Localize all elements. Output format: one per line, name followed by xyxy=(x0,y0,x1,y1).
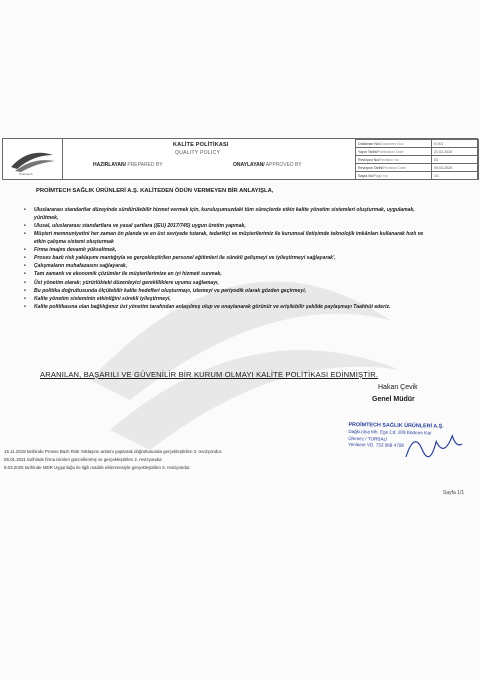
policy-intro: PROİMTECH SAĞLIK ÜRÜNLERİ A.Ş. KALİTEDEN ÖDÜN VERMEYEN BİR ANLAYIŞLA, xyxy=(36,188,274,194)
info-value: 03 xyxy=(432,156,479,164)
list-item: • Firma imajını devamlı yükseltmek, xyxy=(24,247,434,255)
list-item: • Tam zamanlı ve ekonomik çözümler ile müşterilerimize en iyi hizmeti sunmak, xyxy=(24,271,434,279)
info-key-tr: Revizyon Tarihi/ xyxy=(358,165,384,170)
list-item: • Üst yönetim olarak; yürürlükteki düzenleyici gerekliliklere uyumu sağlamayı, xyxy=(24,280,434,288)
info-row xyxy=(356,156,479,164)
list-item: • Kalite politikasına olan bağlılığımız üst yönetim tarafından anlaşılmış olup ve onaylanarak görünür ve erişilebilir şekilde paylaşmayı Taahhüt ederiz. xyxy=(24,304,434,312)
list-item: • Kalite yönetim sisteminin etkinliğini sürekli iyileştirmeyi, xyxy=(24,296,434,304)
info-row xyxy=(356,140,479,148)
policy-list xyxy=(24,207,434,312)
prepared-by-en: PREPARED BY xyxy=(125,162,163,168)
info-key-tr: Yayın Tarihi/ xyxy=(358,149,378,154)
list-item: • Bu politika doğrultusunda ölçülebilir kalite hedefleri oluşturmayı, izlemeyi ve periyodik olarak gözden geçirmeyi, xyxy=(24,288,434,296)
info-row xyxy=(356,172,479,180)
info-key-en: Revision Date xyxy=(383,165,406,170)
info-key xyxy=(356,148,432,156)
list-item: • Müşteri memnuniyetini her zaman ön planda ve en üst seviyede tutarak, tedarikçi ve müşterilerimiz ile kurumsal iletişimde teknolojik imkânları kullanarak hızlı ve etkin çalışma sistemi oluşturmak xyxy=(24,231,434,246)
approved-by-label xyxy=(233,162,302,168)
stamp-line: Ürkmez / TORBALI xyxy=(348,435,388,442)
document-subtitle: QUALITY POLICY xyxy=(175,150,221,156)
document-title: KALİTE POLİTİKASI xyxy=(173,142,229,148)
info-key xyxy=(356,156,432,164)
info-value: 09.03.2025 xyxy=(432,164,479,172)
list-item: • Ulusal, uluslararası standartlara ve yasal şartlara ((EU) 2017/745) uygun üretim yapmak, xyxy=(24,223,434,231)
approved-by-tr: ONAYLAYAN/ xyxy=(233,162,265,168)
title-cell xyxy=(63,139,355,179)
info-key-tr: Doküman No/ xyxy=(358,141,380,146)
company-logo xyxy=(3,139,63,179)
info-row xyxy=(356,164,479,172)
list-item: • Uluslararası standartlar düzeyinde sürdürülebilir hizmet vermek için, kuruluşumuzdaki tüm süreçlerde etkin kalite yönetim sistemleri oluşturmak, uygulamak, yürütmek, xyxy=(24,207,434,222)
document-header xyxy=(2,138,478,180)
stamp-line: Dağkızılca Mh. Ege Cd. 209 Bodrum Kat xyxy=(348,428,432,436)
info-value: K.001 xyxy=(432,140,479,148)
signature-icon xyxy=(404,427,465,468)
page-number: Sayfa 1/1 xyxy=(443,490,465,496)
proimtech-logo-icon xyxy=(7,141,57,173)
document-info-table xyxy=(355,139,479,180)
info-key xyxy=(356,140,432,148)
list-item: • Çalışmaların muhafazasını sağlayarak, xyxy=(24,263,434,271)
stamp-line: Yenikent VD. 733 068 4708 xyxy=(348,442,404,449)
stamp-line: PROİMTECH SAĞLIK ÜRÜNLERİ A.Ş. xyxy=(348,421,444,430)
revision-history xyxy=(4,448,222,473)
info-key-en: Publication Date xyxy=(377,149,404,154)
prepared-by-tr: HAZIRLAYAN/ xyxy=(93,162,126,168)
revision-note: 15.11.2018 tarihinde Proses Bazlı Risk Yaklaşımı anlamı yapılarak doğrultusunda gerçekleştirilen 3. revizyondur. xyxy=(4,449,223,454)
company-stamp xyxy=(348,422,467,482)
info-key xyxy=(356,172,432,180)
signatory-name: Hakan Çevik xyxy=(378,384,418,391)
prepared-by-label xyxy=(93,162,163,168)
revision-note: 9.03.2025 tarihinde MDR Uygunluğu ile ilgili madde eklenmesiyle gerçekleştirilen 3. revizyondur. xyxy=(4,465,191,471)
info-key-en: Document Nov xyxy=(379,141,404,146)
info-row xyxy=(356,148,479,156)
info-key xyxy=(356,164,432,172)
info-value: 21.02.2015 xyxy=(432,148,479,156)
list-item: • Proses bazlı risk yaklaşımı mantığıyla ve gerçekleştirilen personel eğitimleri ile sürekli gelişmeyi ve iyileştirmeyi sağlayarak', xyxy=(24,255,434,263)
info-value: 1/1 xyxy=(432,172,479,180)
logo-text: Proimtech xyxy=(19,172,33,176)
info-key-tr: Revizyon No/ xyxy=(358,157,380,162)
info-key-en: Page No xyxy=(373,173,388,178)
info-key-en: Revision No xyxy=(379,157,399,162)
policy-motto: ARANILAN, BAŞARILI VE GÜVENİLİR BİR KURUM OLMAYI KALİTE POLİTİKASI EDİNMİŞTİR. xyxy=(40,370,379,379)
revision-note: 06.01.2021 tarihinde firma isimleri güncellenmiş ve gerçekleştirilen 2. revizyondur. xyxy=(4,457,163,463)
info-key-tr: Sayfa No/ xyxy=(358,173,374,178)
signatory-title: Genel Müdür xyxy=(372,396,415,403)
approved-by-en: APPROVED BY xyxy=(264,162,302,168)
